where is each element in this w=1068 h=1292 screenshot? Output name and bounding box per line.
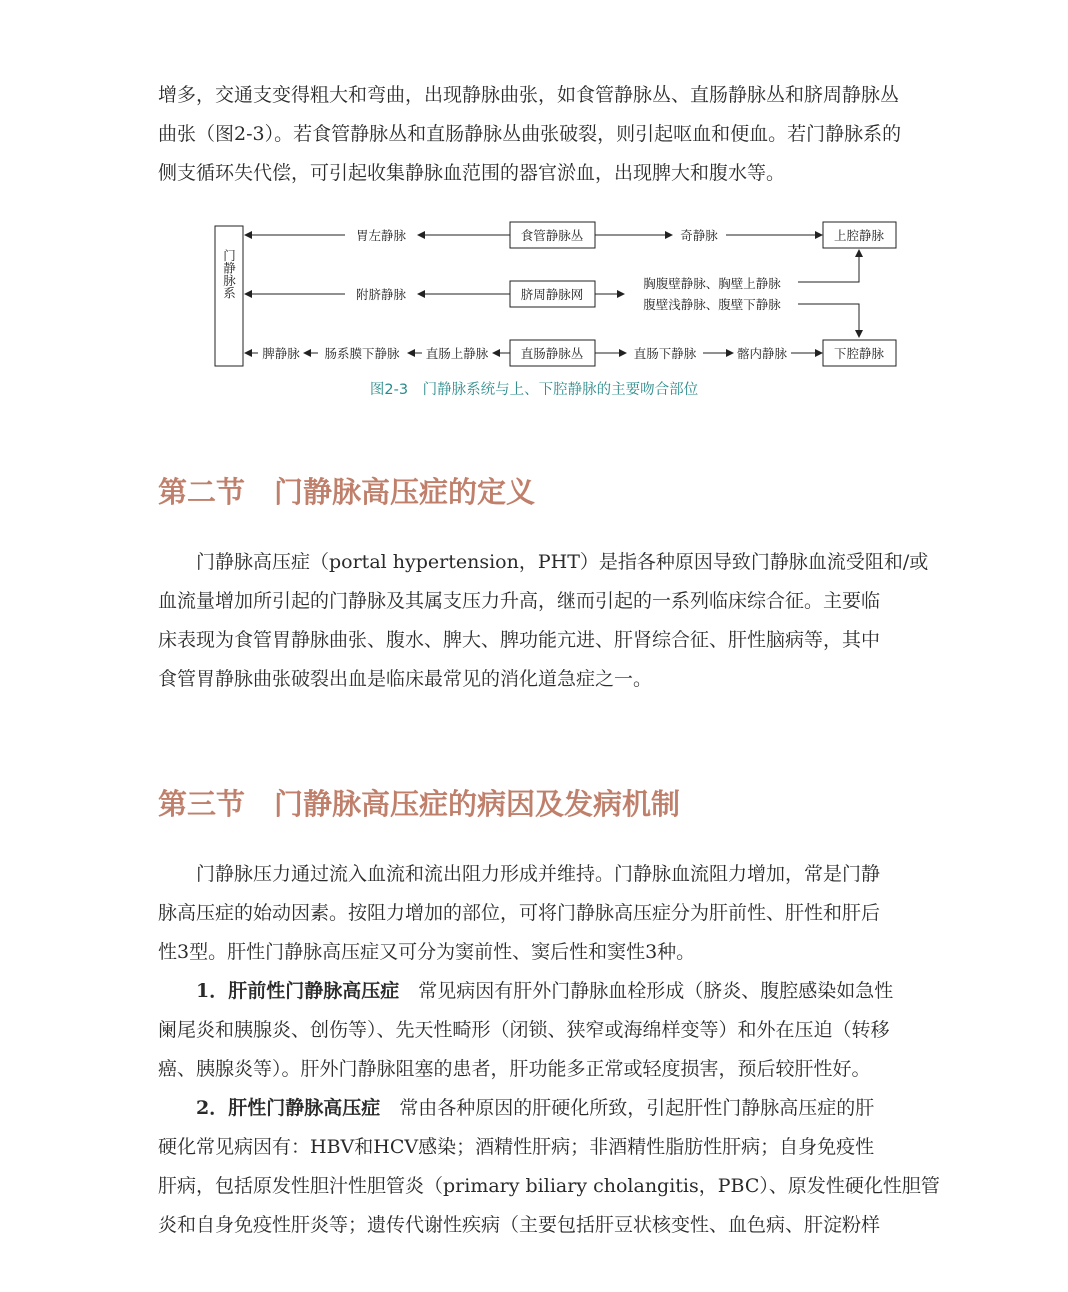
text-line <box>158 972 958 1011</box>
azygos-vein-label: 奇静脉 <box>680 228 718 243</box>
arrow-upper-to-svc <box>798 250 859 282</box>
text-line: 脉高压症的始动因素。按阻力增加的部位，可将门静脉高压症分为肝前性、肝性和肝后 <box>158 902 881 924</box>
text-line: 肝病，包括原发性胆汁性胆管炎（primary biliary cholangitis，PBC）、原发性硬化性胆管 <box>158 1175 940 1197</box>
inferior-rectal-vein-label: 直肠下静脉 <box>633 346 697 361</box>
text-line: 癌、胰腺炎等）。肝外门静脉阻塞的患者，肝功能多正常或轻度损害，预后较肝性好。 <box>158 1058 871 1080</box>
section3-paragraph <box>158 855 958 1245</box>
item1-heading: 1．肝前性门静脉高压症 <box>158 980 400 1002</box>
text-line: 增多，交通支变得粗大和弯曲，出现静脉曲张，如食管静脉丛、直肠静脉丛和脐周静脉丛 <box>158 84 900 106</box>
svc-label: 上腔静脉 <box>833 228 885 243</box>
text-line: 炎和自身免疫性肝炎等；遗传代谢性疾病（主要包括肝豆状核变性、血色病、肝淀粉样 <box>158 1214 881 1236</box>
text-line: 侧支循环失代偿，可引起收集静脉血范围的器官淤血，出现脾大和腹水等。 <box>158 162 786 184</box>
ivc-label: 下腔静脉 <box>833 346 885 361</box>
text-line <box>158 1089 958 1128</box>
splenic-vein-label: 脾静脉 <box>262 346 300 361</box>
esophageal-plexus-label: 食管静脉丛 <box>520 228 584 243</box>
text-line: 曲张（图2-3）。若食管静脉丛和直肠静脉丛曲张破裂，则引起呕血和便血。若门静脉系的 <box>158 123 902 145</box>
item1-text: 常见病因有肝外门静脉血栓形成（脐炎、腹腔感染如急性 <box>399 980 894 1002</box>
section-heading: 第二节 门静脉高压症的定义 <box>158 475 536 509</box>
text-line: 性3型。肝性门静脉高压症又可分为窦前性、窦后性和窦性3种。 <box>158 941 696 963</box>
figure-caption: 图2-3 门静脉系统与上、下腔静脉的主要吻合部位 <box>369 382 699 398</box>
left-gastric-vein-label: 胃左静脉 <box>355 228 407 243</box>
rectal-plexus-label: 直肠静脉丛 <box>520 346 584 361</box>
internal-iliac-vein-label: 髂内静脉 <box>736 346 788 361</box>
superior-rectal-vein-label: 直肠上静脉 <box>425 346 489 361</box>
thoracoepigastric-upper-label: 胸腹壁静脉、胸壁上静脉 <box>643 276 781 291</box>
text-line: 食管胃静脉曲张破裂出血是临床最常见的消化道急症之一。 <box>158 668 653 690</box>
inferior-mesenteric-vein-label: 肠系膜下静脉 <box>324 346 400 361</box>
text-line: 阑尾炎和胰腺炎、创伤等）、先天性畸形（闭锁、狭窄或海绵样变等）和外在压迫（转移 <box>158 1019 890 1041</box>
epigastric-lower-label: 腹壁浅静脉、腹壁下静脉 <box>643 297 781 312</box>
periumbilical-network-label: 脐周静脉网 <box>520 287 584 302</box>
text-line: 门静脉高压症（portal hypertension，PHT）是指各种原因导致门静脉血流受阻和/或 <box>158 551 929 573</box>
section-heading: 第三节 门静脉高压症的病因及发病机制 <box>158 787 681 821</box>
portal-system-diagram <box>0 0 1068 375</box>
paraumbilical-vein-label: 附脐静脉 <box>355 287 407 302</box>
text-line: 门静脉压力通过流入血流和流出阻力形成并维持。门静脉血流阻力增加，常是门静 <box>158 863 881 885</box>
text-line: 硬化常见病因有：HBV和HCV感染；酒精性肝病；非酒精性脂肪性肝病；自身免疫性 <box>158 1136 875 1158</box>
item2-heading: 2．肝性门静脉高压症 <box>158 1097 381 1119</box>
arrow-lower-to-ivc <box>798 304 859 337</box>
portal-system-label: 门静脉系 <box>221 249 237 299</box>
section2-paragraph <box>158 543 958 699</box>
item2-text: 常由各种原因的肝硬化所致，引起肝性门静脉高压症的肝 <box>380 1097 875 1119</box>
text-line: 床表现为食管胃静脉曲张、腹水、脾大、脾功能亢进、肝肾综合征、肝性脑病等，其中 <box>158 629 881 651</box>
text-line: 血流量增加所引起的门静脉及其属支压力升高，继而引起的一系列临床综合征。主要临 <box>158 590 881 612</box>
